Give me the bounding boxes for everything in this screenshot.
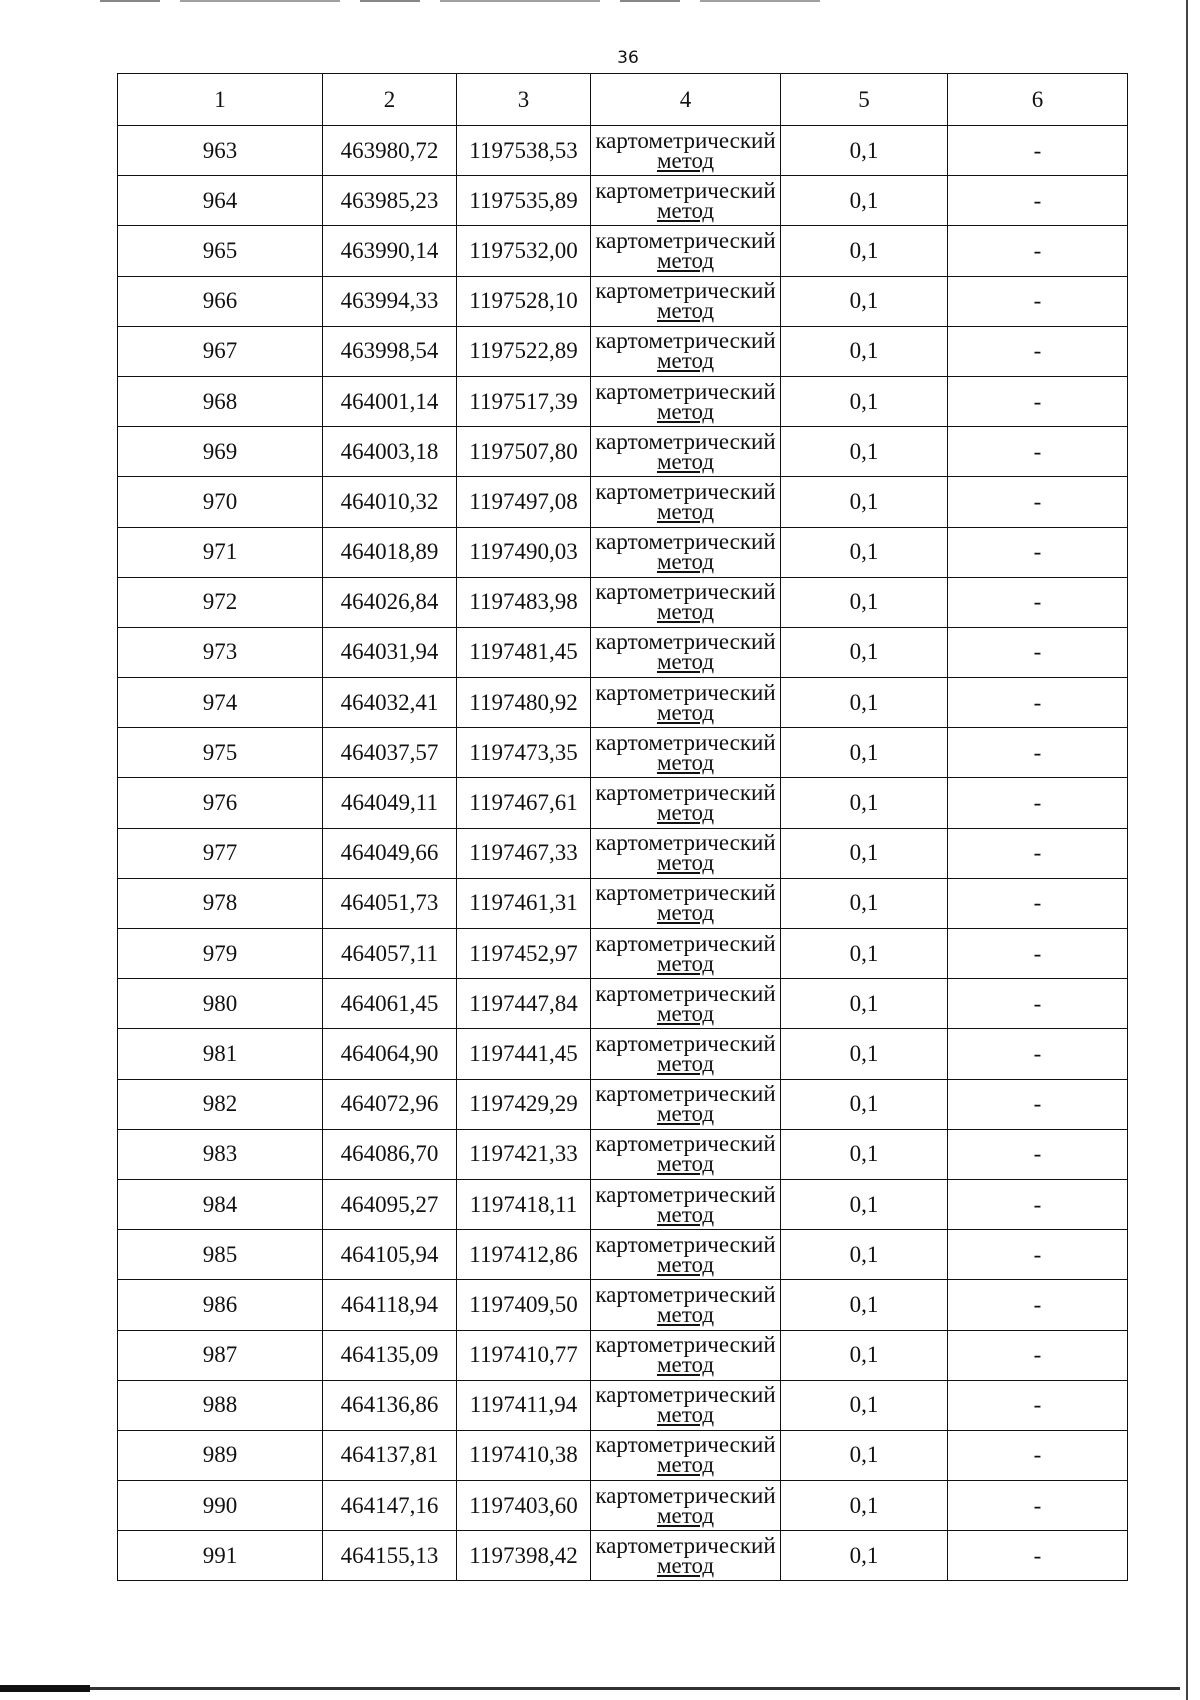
note-cell: - [948,1330,1128,1380]
method-cell [591,176,781,226]
method-line-2: метод [656,247,715,273]
point-number-cell: 973 [118,627,323,677]
x-coordinate-cell: 464031,94 [323,627,457,677]
x-coordinate-cell: 464072,96 [323,1079,457,1129]
scan-artifact-right-edge [1186,0,1188,1700]
accuracy-cell: 0,1 [781,678,948,728]
method-cell [591,1179,781,1229]
point-number-cell: 966 [118,276,323,326]
y-coordinate-cell: 1197497,08 [457,477,591,527]
x-coordinate-cell: 464057,11 [323,929,457,979]
table-row [118,1481,1128,1531]
accuracy-cell: 0,1 [781,828,948,878]
method-line-2: метод [656,1502,715,1528]
accuracy-cell: 0,1 [781,577,948,627]
accuracy-cell: 0,1 [781,1330,948,1380]
x-coordinate-cell: 464064,90 [323,1029,457,1079]
y-coordinate-cell: 1197507,80 [457,427,591,477]
y-coordinate-cell: 1197535,89 [457,176,591,226]
method-cell [591,577,781,627]
y-coordinate-cell: 1197461,31 [457,878,591,928]
y-coordinate-cell: 1197421,33 [457,1129,591,1179]
table-row [118,427,1128,477]
method-line-1: картометрический [595,428,776,454]
scan-artifact-bottom-mark [0,1685,90,1692]
y-coordinate-cell: 1197418,11 [457,1179,591,1229]
point-number-cell: 986 [118,1280,323,1330]
y-coordinate-cell: 1197538,53 [457,126,591,176]
method-cell [591,226,781,276]
method-cell [591,1079,781,1129]
method-line-1: картометрический [595,127,776,153]
x-coordinate-cell: 464155,13 [323,1531,457,1581]
note-cell: - [948,326,1128,376]
method-line-1: картометрический [595,629,776,655]
method-line-2: метод [656,749,715,775]
table-row [118,1380,1128,1430]
point-number-cell: 980 [118,979,323,1029]
method-line-2: метод [656,649,715,675]
x-coordinate-cell: 464032,41 [323,678,457,728]
method-line-1: картометрический [595,880,776,906]
point-number-cell: 989 [118,1430,323,1480]
y-coordinate-cell: 1197409,50 [457,1280,591,1330]
y-coordinate-cell: 1197398,42 [457,1531,591,1581]
x-coordinate-cell: 464118,94 [323,1280,457,1330]
accuracy-cell: 0,1 [781,778,948,828]
point-number-cell: 988 [118,1380,323,1430]
note-cell: - [948,376,1128,426]
x-coordinate-cell: 464051,73 [323,878,457,928]
table-row [118,1230,1128,1280]
table-row [118,828,1128,878]
accuracy-cell: 0,1 [781,979,948,1029]
note-cell: - [948,1280,1128,1330]
method-line-2: метод [656,1452,715,1478]
header-col-2: 2 [323,74,457,126]
method-cell [591,477,781,527]
method-line-2: метод [656,549,715,575]
point-number-cell: 963 [118,126,323,176]
method-line-1: картометрический [595,579,776,605]
table-row [118,577,1128,627]
method-line-1: картометрический [595,328,776,354]
method-line-2: метод [656,1251,715,1277]
y-coordinate-cell: 1197490,03 [457,527,591,577]
x-coordinate-cell: 464049,66 [323,828,457,878]
method-line-2: метод [656,1301,715,1327]
method-line-2: метод [656,1352,715,1378]
y-coordinate-cell: 1197412,86 [457,1230,591,1280]
accuracy-cell: 0,1 [781,276,948,326]
x-coordinate-cell: 463998,54 [323,326,457,376]
y-coordinate-cell: 1197473,35 [457,728,591,778]
y-coordinate-cell: 1197467,33 [457,828,591,878]
method-line-1: картометрический [595,478,776,504]
method-line-2: метод [656,800,715,826]
accuracy-cell: 0,1 [781,1380,948,1430]
point-number-cell: 974 [118,678,323,728]
x-coordinate-cell: 464049,11 [323,778,457,828]
point-number-cell: 978 [118,878,323,928]
method-cell [591,728,781,778]
note-cell: - [948,276,1128,326]
accuracy-cell: 0,1 [781,376,948,426]
method-cell [591,979,781,1029]
accuracy-cell: 0,1 [781,126,948,176]
method-line-1: картометрический [595,1432,776,1458]
method-line-1: картометрический [595,980,776,1006]
note-cell: - [948,527,1128,577]
header-col-5: 5 [781,74,948,126]
x-coordinate-cell: 464105,94 [323,1230,457,1280]
method-line-1: картометрический [595,529,776,555]
accuracy-cell: 0,1 [781,527,948,577]
method-line-1: картометрический [595,1482,776,1508]
method-cell [591,1230,781,1280]
scan-artifact-top [100,0,820,2]
method-line-1: картометрический [595,1332,776,1358]
method-line-2: метод [656,147,715,173]
table-row [118,1531,1128,1581]
method-cell [591,1531,781,1581]
table-row [118,176,1128,226]
method-line-1: картометрический [595,177,776,203]
point-number-cell: 981 [118,1029,323,1079]
accuracy-cell: 0,1 [781,1230,948,1280]
coordinates-table [117,73,1128,1581]
table-header [118,74,1128,126]
method-cell [591,376,781,426]
note-cell: - [948,1481,1128,1531]
y-coordinate-cell: 1197410,77 [457,1330,591,1380]
method-cell [591,929,781,979]
x-coordinate-cell: 464026,84 [323,577,457,627]
y-coordinate-cell: 1197528,10 [457,276,591,326]
y-coordinate-cell: 1197483,98 [457,577,591,627]
table-row [118,1280,1128,1330]
x-coordinate-cell: 463985,23 [323,176,457,226]
table-row [118,326,1128,376]
method-line-1: картометрический [595,227,776,253]
x-coordinate-cell: 464147,16 [323,1481,457,1531]
scan-artifact-bottom-line [0,1687,1180,1690]
accuracy-cell: 0,1 [781,1129,948,1179]
table-row [118,929,1128,979]
method-line-1: картометрический [595,1281,776,1307]
accuracy-cell: 0,1 [781,176,948,226]
table-row [118,276,1128,326]
accuracy-cell: 0,1 [781,627,948,677]
point-number-cell: 990 [118,1481,323,1531]
method-cell [591,1430,781,1480]
method-cell [591,1330,781,1380]
accuracy-cell: 0,1 [781,1179,948,1229]
accuracy-cell: 0,1 [781,1029,948,1079]
accuracy-cell: 0,1 [781,326,948,376]
y-coordinate-cell: 1197532,00 [457,226,591,276]
method-line-2: метод [656,850,715,876]
accuracy-cell: 0,1 [781,477,948,527]
y-coordinate-cell: 1197411,94 [457,1380,591,1430]
table-row [118,678,1128,728]
method-line-1: картометрический [595,1181,776,1207]
table-row [118,527,1128,577]
accuracy-cell: 0,1 [781,427,948,477]
note-cell: - [948,828,1128,878]
x-coordinate-cell: 464061,45 [323,979,457,1029]
table-row [118,1129,1128,1179]
x-coordinate-cell: 464136,86 [323,1380,457,1430]
method-line-2: метод [656,900,715,926]
note-cell: - [948,427,1128,477]
method-cell [591,1129,781,1179]
y-coordinate-cell: 1197403,60 [457,1481,591,1531]
point-number-cell: 969 [118,427,323,477]
note-cell: - [948,1430,1128,1480]
accuracy-cell: 0,1 [781,226,948,276]
method-line-1: картометрический [595,679,776,705]
note-cell: - [948,1179,1128,1229]
header-col-4: 4 [591,74,781,126]
accuracy-cell: 0,1 [781,1531,948,1581]
method-line-1: картометрический [595,830,776,856]
method-cell [591,326,781,376]
x-coordinate-cell: 464037,57 [323,728,457,778]
table-row [118,1179,1128,1229]
method-line-1: картометрический [595,780,776,806]
method-cell [591,1481,781,1531]
y-coordinate-cell: 1197441,45 [457,1029,591,1079]
point-number-cell: 968 [118,376,323,426]
table-row [118,1330,1128,1380]
method-line-2: метод [656,1101,715,1127]
method-line-2: метод [656,599,715,625]
point-number-cell: 967 [118,326,323,376]
method-cell [591,126,781,176]
x-coordinate-cell: 463994,33 [323,276,457,326]
header-col-6: 6 [948,74,1128,126]
point-number-cell: 971 [118,527,323,577]
point-number-cell: 970 [118,477,323,527]
method-cell [591,878,781,928]
table-row [118,1079,1128,1129]
y-coordinate-cell: 1197452,97 [457,929,591,979]
method-line-1: картометрический [595,1532,776,1558]
x-coordinate-cell: 464010,32 [323,477,457,527]
y-coordinate-cell: 1197517,39 [457,376,591,426]
note-cell: - [948,126,1128,176]
table-row [118,627,1128,677]
method-cell [591,276,781,326]
point-number-cell: 984 [118,1179,323,1229]
method-line-2: метод [656,950,715,976]
table-row [118,728,1128,778]
method-line-1: картометрический [595,1231,776,1257]
y-coordinate-cell: 1197467,61 [457,778,591,828]
method-line-1: картометрический [595,930,776,956]
table-row [118,1430,1128,1480]
x-coordinate-cell: 463980,72 [323,126,457,176]
method-line-2: метод [656,298,715,324]
note-cell: - [948,1380,1128,1430]
method-line-2: метод [656,1201,715,1227]
point-number-cell: 975 [118,728,323,778]
point-number-cell: 976 [118,778,323,828]
table-body [118,126,1128,1581]
table-row [118,226,1128,276]
method-cell [591,778,781,828]
method-cell [591,627,781,677]
note-cell: - [948,728,1128,778]
x-coordinate-cell: 464001,14 [323,376,457,426]
x-coordinate-cell: 464095,27 [323,1179,457,1229]
method-line-2: метод [656,1151,715,1177]
method-cell [591,1380,781,1430]
x-coordinate-cell: 464135,09 [323,1330,457,1380]
accuracy-cell: 0,1 [781,728,948,778]
method-cell [591,828,781,878]
note-cell: - [948,577,1128,627]
note-cell: - [948,1129,1128,1179]
method-line-1: картометрический [595,278,776,304]
method-cell [591,1029,781,1079]
note-cell: - [948,477,1128,527]
method-line-2: метод [656,398,715,424]
note-cell: - [948,176,1128,226]
x-coordinate-cell: 464018,89 [323,527,457,577]
table-row [118,1029,1128,1079]
point-number-cell: 985 [118,1230,323,1280]
y-coordinate-cell: 1197410,38 [457,1430,591,1480]
method-line-2: метод [656,448,715,474]
note-cell: - [948,678,1128,728]
note-cell: - [948,1230,1128,1280]
method-line-1: картометрический [595,378,776,404]
method-cell [591,427,781,477]
note-cell: - [948,878,1128,928]
accuracy-cell: 0,1 [781,1079,948,1129]
method-cell [591,527,781,577]
method-line-2: метод [656,1402,715,1428]
method-cell [591,678,781,728]
header-col-1: 1 [118,74,323,126]
point-number-cell: 965 [118,226,323,276]
x-coordinate-cell: 464003,18 [323,427,457,477]
point-number-cell: 972 [118,577,323,627]
note-cell: - [948,929,1128,979]
accuracy-cell: 0,1 [781,1280,948,1330]
method-line-1: картометрический [595,1131,776,1157]
method-line-1: картометрический [595,1030,776,1056]
note-cell: - [948,1531,1128,1581]
note-cell: - [948,778,1128,828]
y-coordinate-cell: 1197447,84 [457,979,591,1029]
point-number-cell: 991 [118,1531,323,1581]
x-coordinate-cell: 464086,70 [323,1129,457,1179]
y-coordinate-cell: 1197429,29 [457,1079,591,1129]
note-cell: - [948,1079,1128,1129]
note-cell: - [948,226,1128,276]
table-row [118,778,1128,828]
method-line-2: метод [656,1552,715,1578]
header-row [118,74,1128,126]
point-number-cell: 987 [118,1330,323,1380]
table-row [118,878,1128,928]
method-line-1: картометрический [595,729,776,755]
point-number-cell: 983 [118,1129,323,1179]
point-number-cell: 982 [118,1079,323,1129]
y-coordinate-cell: 1197481,45 [457,627,591,677]
note-cell: - [948,979,1128,1029]
accuracy-cell: 0,1 [781,1481,948,1531]
accuracy-cell: 0,1 [781,1430,948,1480]
accuracy-cell: 0,1 [781,929,948,979]
method-line-2: метод [656,699,715,725]
table-row [118,126,1128,176]
method-line-2: метод [656,1000,715,1026]
method-line-2: метод [656,348,715,374]
page-number: 36 [617,48,639,68]
y-coordinate-cell: 1197480,92 [457,678,591,728]
note-cell: - [948,1029,1128,1079]
point-number-cell: 979 [118,929,323,979]
point-number-cell: 964 [118,176,323,226]
x-coordinate-cell: 464137,81 [323,1430,457,1480]
y-coordinate-cell: 1197522,89 [457,326,591,376]
method-line-2: метод [656,197,715,223]
method-line-1: картометрический [595,1382,776,1408]
x-coordinate-cell: 463990,14 [323,226,457,276]
note-cell: - [948,627,1128,677]
point-number-cell: 977 [118,828,323,878]
table-row [118,376,1128,426]
table-row [118,477,1128,527]
method-line-1: картометрический [595,1081,776,1107]
method-line-2: метод [656,498,715,524]
table-row [118,979,1128,1029]
accuracy-cell: 0,1 [781,878,948,928]
header-col-3: 3 [457,74,591,126]
method-line-2: метод [656,1050,715,1076]
method-cell [591,1280,781,1330]
